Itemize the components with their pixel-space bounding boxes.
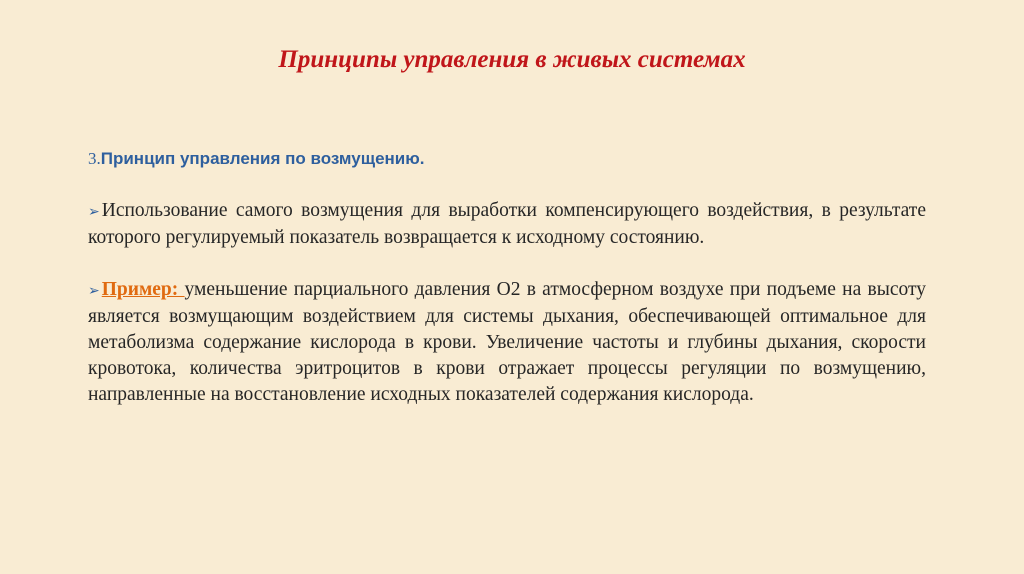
example-label: Пример: — [101, 279, 185, 300]
slide-title: Принципы управления в живых системах — [278, 46, 746, 73]
section-heading — [88, 146, 926, 172]
arrow-bullet-icon: ➢ — [88, 204, 100, 220]
section-number: 3. — [88, 149, 101, 168]
definition-text: Использование самого возмущения для выработки компенсирующего воздействия, в результате которого регулируемый показатель возвращается к исходному состоянию. — [88, 200, 926, 248]
example-text: уменьшение парциального давления О2 в атмосферном воздухе при подъеме на высоту является возмущающим воздействием для системы дыхания, обеспечивающей оптимальное для метаболизма содержание кислорода в крови. Увеличение частоты и глубины дыхания, скорости кровотока, количества эритроцитов в крови отражает процессы регуляции по возмущению, направленные на восстановление исходных показателей содержания кислорода. — [88, 279, 926, 405]
slide-content — [88, 146, 926, 434]
section-heading-text: Принцип управления по возмущению. — [100, 149, 425, 168]
definition-paragraph — [88, 198, 926, 251]
arrow-bullet-icon: ➢ — [88, 283, 100, 299]
example-paragraph — [88, 277, 926, 408]
